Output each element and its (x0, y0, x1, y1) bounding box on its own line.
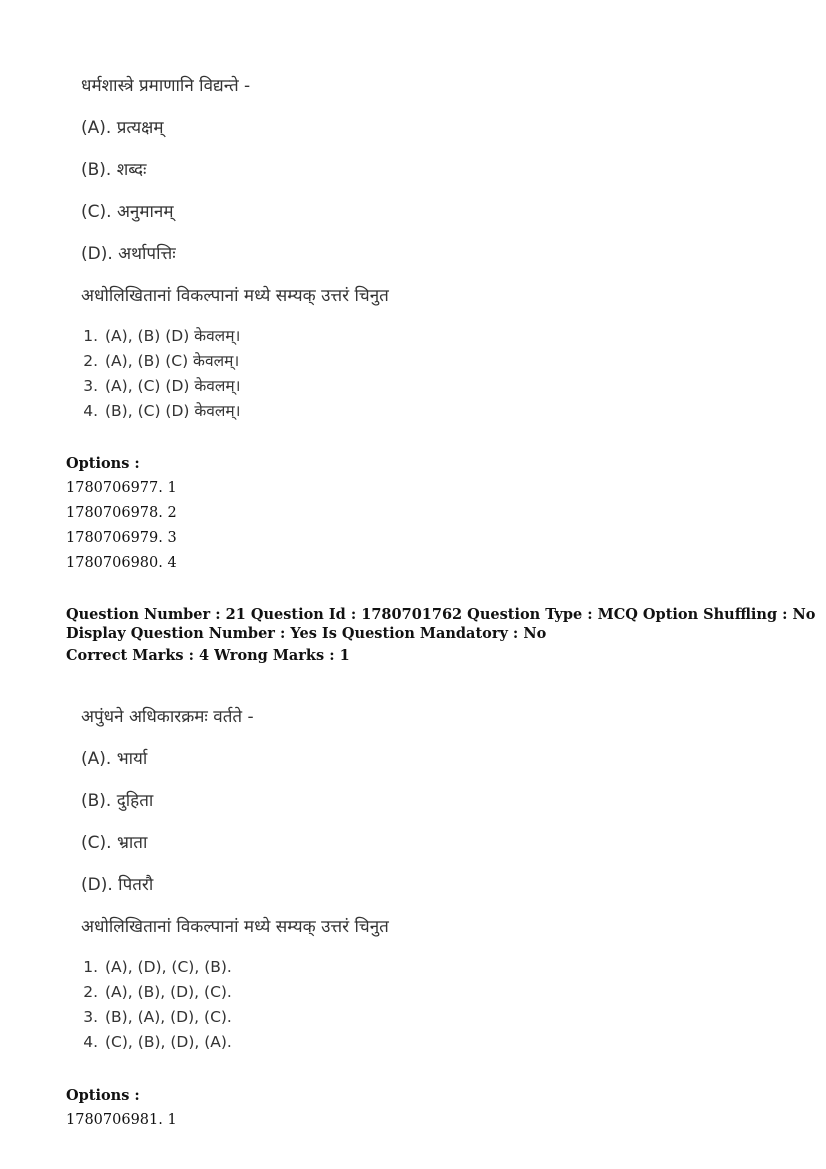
options-label: Options : (66, 1087, 140, 1104)
question-instruction: अधोलिखितानां विकल्पानां मध्ये सम्यक् उत्तरं चिनुत (81, 917, 389, 937)
option-row: 1780706981. 1 (66, 1112, 177, 1128)
statement-c: (C). अनुमानम् (81, 202, 174, 222)
choice-item: 2. (A), (B) (C) केवलम्। (103, 349, 781, 374)
statement-b: (B). शब्दः (81, 160, 147, 180)
question-20 (81, 74, 781, 424)
choice-item: 1. (A), (D), (C), (B). (103, 955, 781, 980)
statement-a: (A). प्रत्यक्षम् (81, 118, 164, 138)
choice-item: 4. (B), (C) (D) केवलम्। (103, 399, 781, 424)
meta-line-3: Correct Marks : 4 Wrong Marks : 1 (66, 647, 350, 664)
choice-item: 3. (A), (C) (D) केवलम्। (103, 374, 781, 399)
question-stem: धर्मशास्त्रे प्रमाणानि विद्यन्ते - (81, 76, 251, 96)
options-21 (66, 1084, 177, 1133)
question-21-meta (66, 605, 816, 665)
question-stem: अपुंधने अधिकारक्रमः वर्तते - (81, 707, 254, 727)
choice-list (81, 955, 781, 1055)
statement-c: (C). भ्राता (81, 833, 148, 853)
option-row: 1780706979. 3 (66, 530, 177, 546)
choice-list (81, 324, 781, 424)
option-row: 1780706980. 4 (66, 555, 177, 571)
choice-item: 2. (A), (B), (D), (C). (103, 980, 781, 1005)
statement-d: (D). पितरौ (81, 875, 154, 895)
statement-b: (B). दुहिता (81, 791, 154, 811)
option-row: 1780706978. 2 (66, 505, 177, 521)
choice-item: 1. (A), (B) (D) केवलम्। (103, 324, 781, 349)
meta-line-2: Display Question Number : Yes Is Question Mandatory : No (66, 625, 547, 642)
options-label: Options : (66, 455, 140, 472)
choice-item: 3. (B), (A), (D), (C). (103, 1005, 781, 1030)
choice-item: 4. (C), (B), (D), (A). (103, 1030, 781, 1055)
question-21 (81, 705, 781, 1055)
meta-line-1: Question Number : 21 Question Id : 1780701762 Question Type : MCQ Option Shuffling : No (66, 606, 816, 623)
question-instruction: अधोलिखितानां विकल्पानां मध्ये सम्यक् उत्तरं चिनुत (81, 286, 389, 306)
options-20 (66, 452, 177, 576)
option-row: 1780706977. 1 (66, 480, 177, 496)
statement-d: (D). अर्थापत्तिः (81, 244, 176, 264)
statement-a: (A). भार्या (81, 749, 148, 769)
